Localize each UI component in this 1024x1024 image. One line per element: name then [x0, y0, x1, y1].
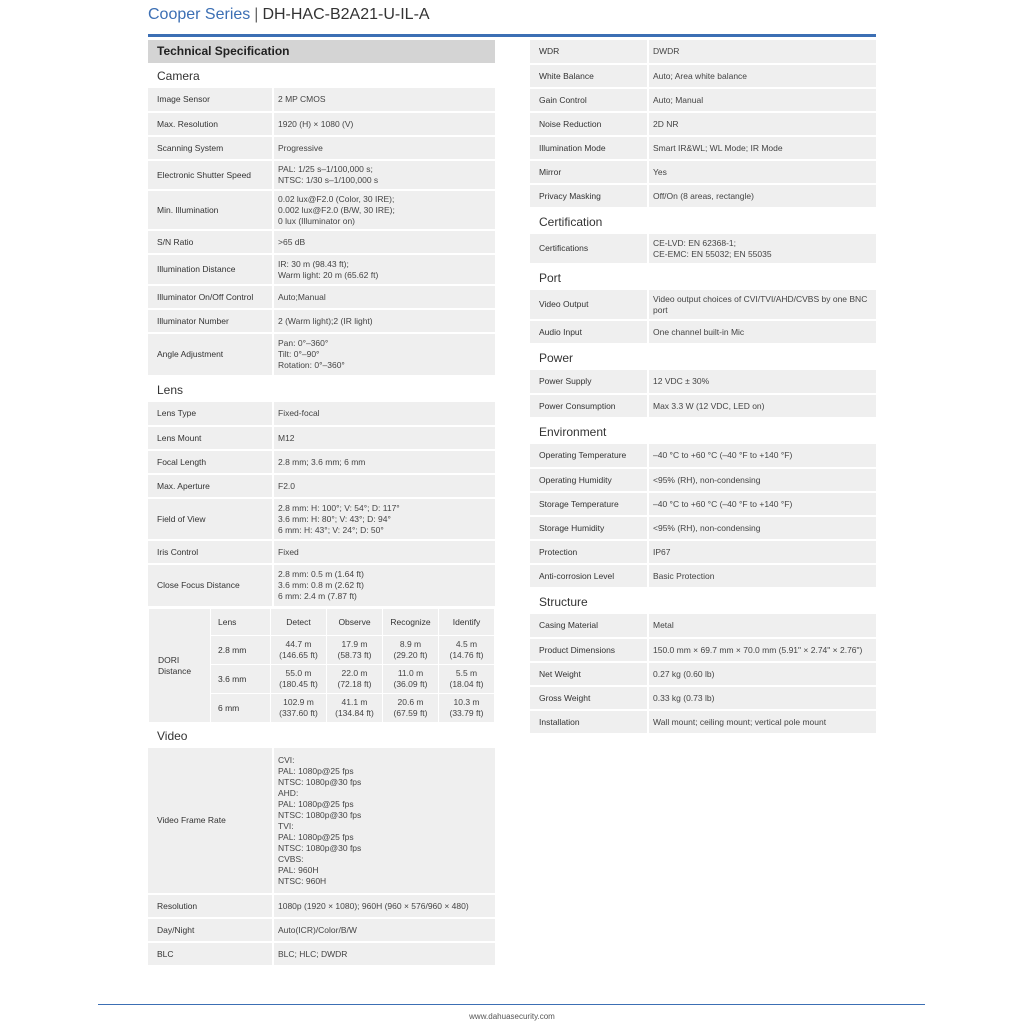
row-label: Angle Adjustment [148, 333, 273, 376]
dori-value: 55.0 m (180.45 ft) [271, 665, 327, 694]
row-value: <95% (RH), non-condensing [648, 516, 876, 540]
row-value: 1920 (H) × 1080 (V) [273, 112, 495, 136]
table-row [530, 540, 876, 564]
row-label: Gross Weight [530, 686, 648, 710]
table-row [530, 370, 876, 394]
table-row [530, 160, 876, 184]
row-label: Min. Illumination [148, 190, 273, 230]
table-row [530, 112, 876, 136]
row-value: Progressive [273, 136, 495, 160]
row-value: M12 [273, 426, 495, 450]
row-label: Net Weight [530, 662, 648, 686]
row-label: Resolution [148, 894, 273, 918]
row-value: 0.27 kg (0.60 lb) [648, 662, 876, 686]
dori-value: 20.6 m (67.59 ft) [383, 694, 439, 723]
table-row [148, 540, 495, 564]
row-value: Auto; Manual [648, 88, 876, 112]
table-row [530, 88, 876, 112]
table-row [148, 894, 495, 918]
row-label: Power Consumption [530, 394, 648, 418]
row-label: Privacy Masking [530, 184, 648, 208]
dori-lens: 6 mm [211, 694, 271, 723]
row-label: Casing Material [530, 614, 648, 638]
table-row [148, 564, 495, 607]
row-value: 0.02 lux@F2.0 (Color, 30 IRE); 0.002 lux@F2.0 (B/W, 30 IRE); 0 lux (Illuminator on) [273, 190, 495, 230]
table-row [148, 254, 495, 285]
video-table [148, 748, 495, 967]
table-row [530, 184, 876, 208]
dori-header-row [149, 609, 495, 636]
table-row [148, 498, 495, 540]
row-value: 12 VDC ± 30% [648, 370, 876, 394]
document-header [148, 6, 876, 32]
row-value: Video output choices of CVI/TVI/AHD/CVBS by one BNC port [648, 290, 876, 320]
row-label: Iris Control [148, 540, 273, 564]
dori-value: 4.5 m (14.76 ft) [439, 636, 495, 665]
table-row [148, 426, 495, 450]
row-value: 2 (Warm light);2 (IR light) [273, 309, 495, 333]
power-table [530, 370, 876, 419]
dori-value: 22.0 m (72.18 ft) [327, 665, 383, 694]
dori-value: 102.9 m (337.60 ft) [271, 694, 327, 723]
row-value: PAL: 1/25 s–1/100,000 s; NTSC: 1/30 s–1/100,000 s [273, 160, 495, 190]
dori-table [148, 608, 495, 723]
row-value: DWDR [648, 40, 876, 64]
table-row [530, 686, 876, 710]
row-value: Auto;Manual [273, 285, 495, 309]
section-structure-title: Structure [539, 595, 588, 609]
row-label: Electronic Shutter Speed [148, 160, 273, 190]
row-value: BLC; HLC; DWDR [273, 942, 495, 966]
table-row [148, 88, 495, 112]
table-row [148, 160, 495, 190]
row-value: 2.8 mm: H: 100°; V: 54°; D: 117° 3.6 mm: H: 80°; V: 43°; D: 94° 6 mm: H: 43°; V: 24°; D: 50° [273, 498, 495, 540]
row-value: –40 °C to +60 °C (–40 °F to +140 °F) [648, 492, 876, 516]
row-value: 2.8 mm; 3.6 mm; 6 mm [273, 450, 495, 474]
dori-value: 10.3 m (33.79 ft) [439, 694, 495, 723]
section-power-title: Power [539, 351, 574, 365]
row-label: Max. Aperture [148, 474, 273, 498]
table-row [148, 402, 495, 426]
table-row [530, 564, 876, 588]
row-label: Storage Humidity [530, 516, 648, 540]
lens-table [148, 402, 495, 608]
right-column [530, 40, 876, 735]
row-value: 2D NR [648, 112, 876, 136]
row-label: Noise Reduction [530, 112, 648, 136]
row-value: 1080p (1920 × 1080); 960H (960 × 576/960 × 480) [273, 894, 495, 918]
table-row [530, 614, 876, 638]
row-label: Lens Mount [148, 426, 273, 450]
row-value: Smart IR&WL; WL Mode; IR Mode [648, 136, 876, 160]
table-row [148, 309, 495, 333]
row-value: Fixed-focal [273, 402, 495, 426]
table-row [530, 290, 876, 320]
row-label: Video Frame Rate [148, 748, 273, 894]
table-row [530, 468, 876, 492]
row-value: Yes [648, 160, 876, 184]
row-label: Video Output [530, 290, 648, 320]
dori-header: Recognize [383, 609, 439, 636]
video-continued-table [530, 40, 876, 209]
structure-table [530, 614, 876, 735]
table-row [148, 285, 495, 309]
left-column [148, 40, 495, 967]
row-label: Scanning System [148, 136, 273, 160]
section-video-title: Video [157, 729, 188, 743]
table-row [148, 333, 495, 376]
table-row [530, 320, 876, 344]
row-label: Installation [530, 710, 648, 734]
row-label: Illumination Mode [530, 136, 648, 160]
row-label: White Balance [530, 64, 648, 88]
row-label: Illuminator On/Off Control [148, 285, 273, 309]
table-row [530, 444, 876, 468]
dori-value: 5.5 m (18.04 ft) [439, 665, 495, 694]
row-value: IP67 [648, 540, 876, 564]
dori-value: 11.0 m (36.09 ft) [383, 665, 439, 694]
table-row [530, 492, 876, 516]
row-label: Gain Control [530, 88, 648, 112]
row-value: IR: 30 m (98.43 ft); Warm light: 20 m (65.62 ft) [273, 254, 495, 285]
header-separator: | [254, 6, 259, 23]
row-label: Field of View [148, 498, 273, 540]
row-label: Protection [530, 540, 648, 564]
section-port-title: Port [539, 271, 562, 285]
dori-lens: 3.6 mm [211, 665, 271, 694]
row-label: Day/Night [148, 918, 273, 942]
certification-table [530, 234, 876, 265]
row-label: Close Focus Distance [148, 564, 273, 607]
row-label: Max. Resolution [148, 112, 273, 136]
series-name: Cooper Series [148, 6, 251, 23]
table-row [530, 710, 876, 734]
dori-header: Lens [211, 609, 271, 636]
dori-value: 44.7 m (146.65 ft) [271, 636, 327, 665]
row-value: 0.33 kg (0.73 lb) [648, 686, 876, 710]
table-row [148, 190, 495, 230]
dori-header: Identify [439, 609, 495, 636]
row-label: Mirror [530, 160, 648, 184]
spec-title: Technical Specification [148, 40, 495, 63]
row-value: CE-LVD: EN 62368-1; CE-EMC: EN 55032; EN 55035 [648, 234, 876, 264]
dori-value: 41.1 m (134.84 ft) [327, 694, 383, 723]
dori-lens: 2.8 mm [211, 636, 271, 665]
table-row [148, 748, 495, 894]
table-row [148, 112, 495, 136]
row-value: Max 3.3 W (12 VDC, LED on) [648, 394, 876, 418]
row-label: Storage Temperature [530, 492, 648, 516]
environment-table [530, 444, 876, 589]
row-label: WDR [530, 40, 648, 64]
table-row [530, 234, 876, 264]
dori-label: DORI Distance [149, 609, 211, 723]
table-row [530, 394, 876, 418]
section-certification-title: Certification [539, 215, 603, 229]
table-row [530, 40, 876, 64]
row-label: Lens Type [148, 402, 273, 426]
row-value: –40 °C to +60 °C (–40 °F to +140 °F) [648, 444, 876, 468]
row-label: Anti-corrosion Level [530, 564, 648, 588]
table-row [530, 638, 876, 662]
table-row [148, 918, 495, 942]
row-value: >65 dB [273, 230, 495, 254]
dori-value: 8.9 m (29.20 ft) [383, 636, 439, 665]
table-row [530, 662, 876, 686]
row-label: Illumination Distance [148, 254, 273, 285]
row-label: Operating Temperature [530, 444, 648, 468]
row-label: Audio Input [530, 320, 648, 344]
row-label: Image Sensor [148, 88, 273, 112]
row-label: Power Supply [530, 370, 648, 394]
footer-url[interactable]: www.dahuasecurity.com [469, 1012, 555, 1021]
section-camera-title: Camera [157, 69, 200, 83]
row-label: Product Dimensions [530, 638, 648, 662]
row-value: One channel built-in Mic [648, 320, 876, 344]
row-value: Auto; Area white balance [648, 64, 876, 88]
dori-header: Observe [327, 609, 383, 636]
row-label: Certifications [530, 234, 648, 264]
section-environment-title: Environment [539, 425, 607, 439]
camera-table [148, 88, 495, 377]
row-value: Off/On (8 areas, rectangle) [648, 184, 876, 208]
port-table [530, 290, 876, 345]
row-value: Basic Protection [648, 564, 876, 588]
row-value: 2 MP CMOS [273, 88, 495, 112]
table-row [530, 136, 876, 160]
table-row [148, 230, 495, 254]
row-value: Fixed [273, 540, 495, 564]
row-value: Metal [648, 614, 876, 638]
row-label: Focal Length [148, 450, 273, 474]
table-row [148, 942, 495, 966]
row-value: Pan: 0°–360° Tilt: 0°–90° Rotation: 0°–360° [273, 333, 495, 376]
row-value: Wall mount; ceiling mount; vertical pole mount [648, 710, 876, 734]
table-row [530, 516, 876, 540]
row-value: <95% (RH), non-condensing [648, 468, 876, 492]
table-row [530, 64, 876, 88]
row-label: Illuminator Number [148, 309, 273, 333]
section-lens-title: Lens [157, 383, 184, 397]
dori-value: 17.9 m (58.73 ft) [327, 636, 383, 665]
dori-header: Detect [271, 609, 327, 636]
row-value: Auto(ICR)/Color/B/W [273, 918, 495, 942]
row-label: S/N Ratio [148, 230, 273, 254]
row-label: Operating Humidity [530, 468, 648, 492]
footer-rule [98, 1004, 925, 1005]
model-number: DH-HAC-B2A21-U-IL-A [262, 6, 430, 23]
table-row [148, 474, 495, 498]
row-label: BLC [148, 942, 273, 966]
row-value: 150.0 mm × 69.7 mm × 70.0 mm (5.91" × 2.74" × 2.76") [648, 638, 876, 662]
header-rule [148, 34, 876, 37]
row-value: F2.0 [273, 474, 495, 498]
row-value: 2.8 mm: 0.5 m (1.64 ft) 3.6 mm: 0.8 m (2.62 ft) 6 mm: 2.4 m (7.87 ft) [273, 564, 495, 607]
table-row [148, 136, 495, 160]
table-row [148, 450, 495, 474]
row-value: CVI: PAL: 1080p@25 fps NTSC: 1080p@30 fps AHD: PAL: 1080p@25 fps NTSC: 1080p@30 fps TVI: PAL: 1080p@25 fps NTSC: 1080p@30 fps CVBS: PAL: 960H NTSC: 960H [273, 748, 495, 894]
